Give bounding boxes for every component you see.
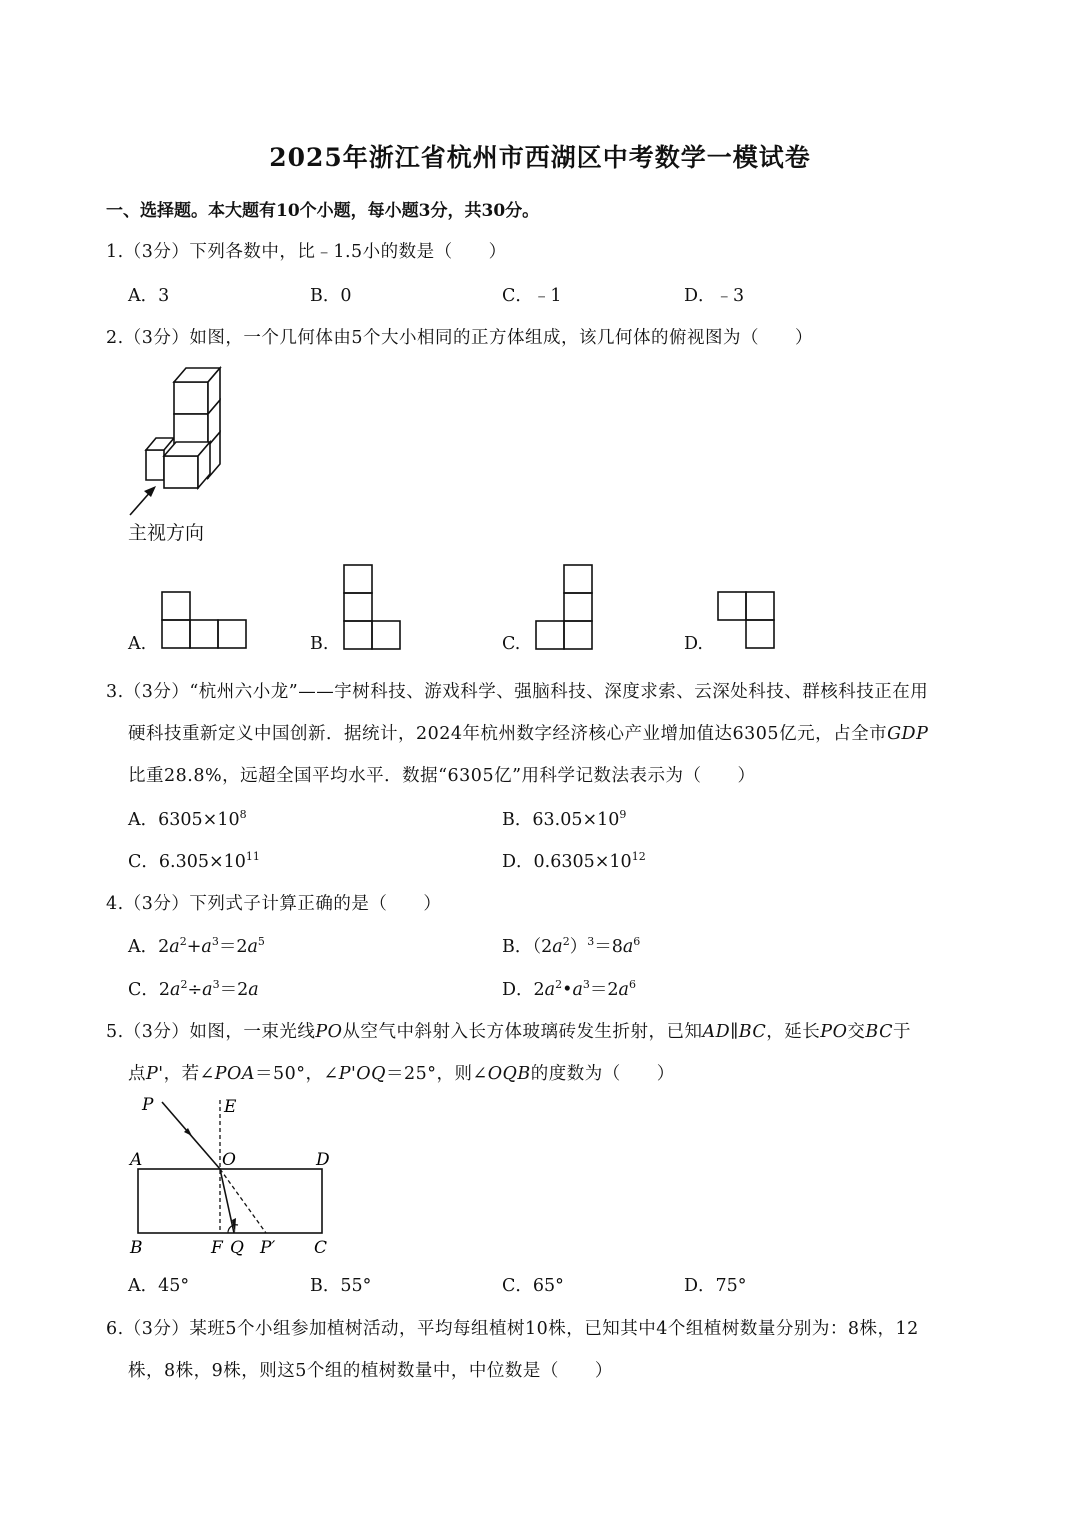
q4-option-c[interactable]: C．$2a^2\div a^3=2a$	[128, 978, 259, 1000]
cube-back-front-face	[146, 450, 164, 480]
question-3-line1: 3.（3分）“杭州六小龙”——宇树科技、游戏科学、强脑科技、深度求索、云深处科技、群核科技正在用	[106, 682, 929, 702]
question-2-text: 2.（3分）如图，一个几何体由5个大小相同的正方体组成，该几何体的俯视图为（ ）	[106, 328, 813, 348]
label-q: Q	[230, 1238, 244, 1258]
label-e: E	[224, 1097, 237, 1117]
cube-front-face	[164, 456, 198, 488]
question-6-line2: 株，8株，9株，则这5个组的植树数量中，中位数是（ ）	[128, 1361, 613, 1381]
q1-option-a[interactable]: A．3	[128, 286, 170, 306]
glass-block	[138, 1169, 322, 1233]
q5-option-c[interactable]: C．65°	[502, 1276, 564, 1296]
question-5-line2: 点P'，若∠POA＝50°，∠P'OQ＝25°，则∠OQB的度数为（ ）	[128, 1064, 675, 1084]
question-3-line3: 比重28.8%，远超全国平均水平．数据“6305亿”用科学记数法表示为（ ）	[128, 766, 756, 786]
q2-option-b-label[interactable]: B.	[310, 634, 329, 654]
question-4-text: 4.（3分）下列式子计算正确的是（ ）	[106, 894, 442, 914]
q1-option-d[interactable]: D．﹣3	[684, 286, 745, 306]
q2-option-a-figure[interactable]	[160, 590, 250, 652]
question-3-line2: 硬科技重新定义中国创新．据统计，2024年杭州数字经济核心产业增加值达6305亿元，占全市GDP	[128, 724, 929, 744]
refraction-figure	[120, 1090, 360, 1260]
label-p: P	[142, 1095, 154, 1115]
label-o: O	[222, 1150, 236, 1170]
q2-option-c-figure[interactable]	[534, 563, 596, 653]
q5-option-a[interactable]: A．45°	[128, 1276, 190, 1296]
q4-option-a[interactable]: A．$2a^2+a^3=2a^5$	[128, 935, 265, 957]
q2-option-b-figure[interactable]	[342, 563, 404, 653]
cube-stack	[146, 368, 220, 488]
q4-option-b[interactable]: B．$(2a^2)^3=8a^6$	[502, 935, 641, 957]
q3-option-c[interactable]: C．$6.305\times 10^{11}$	[128, 850, 260, 872]
label-f: F	[211, 1238, 223, 1258]
label-c: C	[314, 1238, 328, 1258]
q4-option-d[interactable]: D．$2a^2•a^3=2a^6$	[502, 978, 636, 1000]
question-1-text: 1.（3分）下列各数中，比﹣1.5小的数是（ ）	[106, 242, 507, 262]
label-d: D	[316, 1150, 330, 1170]
q5-option-d[interactable]: D．75°	[684, 1276, 747, 1296]
q2-option-c-label[interactable]: C.	[502, 634, 521, 654]
question-5-line1: 5.（3分）如图，一束光线PO从空气中斜射入长方体玻璃砖发生折射，已知AD∥BC，延长PO交BC于	[106, 1022, 911, 1042]
refracted-ray-oq	[220, 1169, 234, 1233]
cube-figure	[120, 360, 240, 520]
q3-option-d[interactable]: D．$0.6305\times 10^{12}$	[502, 850, 646, 872]
gdp-text: GDP	[887, 724, 929, 744]
cube-col-top-front	[174, 382, 208, 414]
section-heading: 一、选择题。本大题有10个小题，每小题3分，共30分。	[106, 201, 540, 221]
q3-option-b[interactable]: B．$63.05\times 10^9$	[502, 808, 627, 830]
q1-option-c[interactable]: C．﹣1	[502, 286, 562, 306]
q2-option-d-figure[interactable]	[716, 590, 778, 652]
q5-option-b[interactable]: B．55°	[310, 1276, 372, 1296]
q2-option-d-label[interactable]: D.	[684, 634, 703, 654]
direction-label: 主视方向	[128, 522, 205, 544]
page-title: 2025年浙江省杭州市西湖区中考数学一模试卷	[269, 143, 811, 172]
direction-arrow	[130, 486, 156, 515]
q1-option-b[interactable]: B．0	[310, 286, 352, 306]
question-6-line1: 6.（3分）某班5个小组参加植树活动，平均每组植树10株，已知其中4个组植树数量分别为：8株，12	[106, 1319, 919, 1339]
label-b: B	[130, 1238, 143, 1258]
q3-option-a[interactable]: A．$6305\times 10^8$	[128, 808, 247, 830]
q2-option-a-label[interactable]: A.	[128, 634, 147, 654]
label-a: A	[130, 1150, 143, 1170]
label-p-prime: P′	[260, 1238, 276, 1258]
